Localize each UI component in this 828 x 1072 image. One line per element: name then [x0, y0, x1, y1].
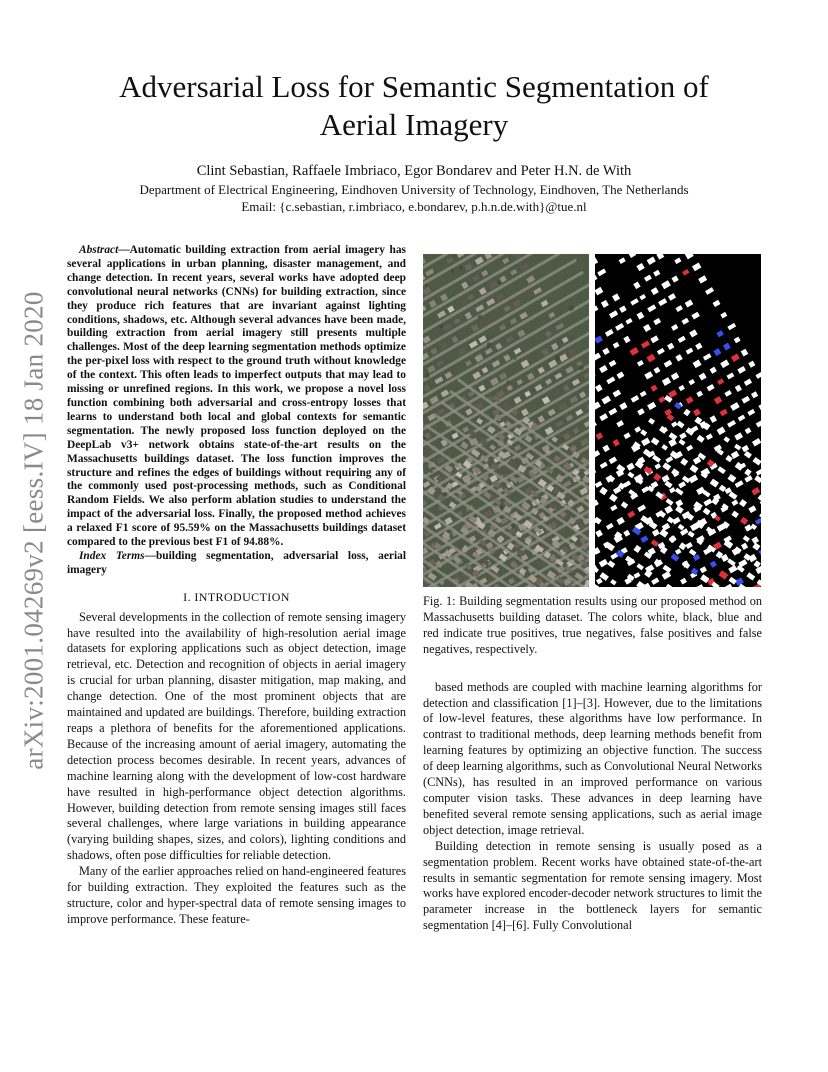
figure-1	[423, 254, 762, 587]
aerial-image	[423, 254, 589, 587]
arxiv-stamp: arXiv:2001.04269v2 [eess.IV] 18 Jan 2020	[18, 290, 49, 770]
aerial-image-panel	[423, 254, 589, 587]
left-column	[67, 244, 406, 928]
segmentation-result-image	[595, 254, 761, 587]
abstract-lead: Abstract	[79, 244, 119, 256]
authors: Clint Sebastian, Raffaele Imbriaco, Egor Bondarev and Peter H.N. de With	[196, 163, 632, 179]
index-terms-lead: Index Terms	[79, 549, 145, 562]
affiliation: Department of Electrical Engineering, Eindhoven University of Technology, Eindhoven, The Netherlands	[139, 182, 689, 197]
right-paragraph-2: Building detection in remote sensing is usually posed as a segmentation problem. Recent works have obtained state-of-the-art results in semantic segmentation for remote sensing imagery. Most works have explored encoder-decoder network structures to limit the parameter increase in the bottleneck layers for semantic segmentation [4]–[6]. Fully Convolutional	[423, 838, 762, 933]
segmentation-result-panel	[595, 254, 761, 587]
figure-caption: Fig. 1: Building segmentation results using our proposed method on Massachusetts building dataset. The colors white, black, blue and red indicate true positives, true negatives, false positives and false negatives, respectively.	[423, 594, 762, 656]
title-line-1: Adversarial Loss for Semantic Segmentation of	[119, 69, 709, 104]
right-paragraph-1: based methods are coupled with machine learning algorithms for detection and classification [1]–[3]. However, due to the limitations of low-level features, these algorithms have low performance. In contrast to traditional methods, deep learning methods benefit from learning features by optimizing an objective function. The success of deep learning algorithms, such as Convolutional Neural Networks (CNNs), has resulted in an improved performance on various computer vision tasks. These advances in deep learning have benefited several remote sensing applications, such as aerial image object detection, image retrieval.	[423, 679, 762, 837]
intro-paragraph-1: Several developments in the collection of remote sensing imagery have resulted into the availability of high-resolution aerial image datasets for exploring applications such as object detection, image retrieval, etc. Detection and recognition of objects in aerial imagery is crucial for urban planning, disaster mitigation, map making, and change detection. One of the most prominent objects that are maintained and updated are buildings. Therefore, building extraction reaps a plethora of benefits for the aforementioned applications. Because of the increasing amount of aerial imagery, automating the detection process becomes desirable. In recent years, advances of machine learning along with the development of low-cost hardware have resulted in high-performance object detection algorithms. However, building detection from remote sensing images still faces several challenges, where large variations in building appearance (varying building shapes, sizes, and colors), lighting conditions and shadows, often pose difficulties for reliable detection.	[67, 609, 406, 863]
abstract-body: —Automatic building extraction from aerial imagery has several applications in urban planning, disaster management, and change detection. In recent years, several works have adopted deep convolutional neural networks (CNNs) for building extraction, since they produce rich features that are invariant against lighting conditions, shadows, etc. Although several advances have been made, building extraction from aerial imagery still presents multiple challenges. Most of the deep learning segmentation methods optimize the per-pixel loss with respect to the ground truth without knowledge of the context. This often leads to imperfect outputs that may lead to missing or unrefined regions. In this work, we propose a novel loss function combining both adversarial and cross-entropy losses that learns to understand both local and global contexts for semantic segmentation. The newly proposed loss function deployed on the DeepLab v3+ network obtains state-of-the-art results on the Massachusetts buildings dataset. The loss function improves the structure and refines the edges of buildings without requiring any of the commonly used post-processing methods, such as Conditional Random Fields. We also perform ablation studies to understand the impact of the adversarial loss. Finally, the proposed method achieves a relaxed F1 score of 95.59% on the Massachusetts buildings dataset compared to the previous best F1 of 94.88%.	[67, 244, 406, 549]
email: Email: {c.sebastian, r.imbriaco, e.bondarev, p.h.n.de.with}@tue.nl	[241, 199, 587, 214]
title-line-2: Aerial Imagery	[319, 107, 509, 142]
paper-title	[60, 68, 768, 144]
right-column	[423, 254, 762, 934]
abstract	[67, 244, 406, 550]
index-terms-body: —building segmentation, adversarial loss, aerial imagery	[67, 549, 406, 576]
section-heading-introduction: I. INTRODUCTION	[183, 589, 290, 604]
intro-paragraph-2: Many of the earlier approaches relied on hand-engineered features for building extraction. They exploited the features such as the structure, color and hyper-spectral data of remote sensing images to improve performance. These feature-	[67, 864, 406, 926]
index-terms	[67, 550, 406, 578]
